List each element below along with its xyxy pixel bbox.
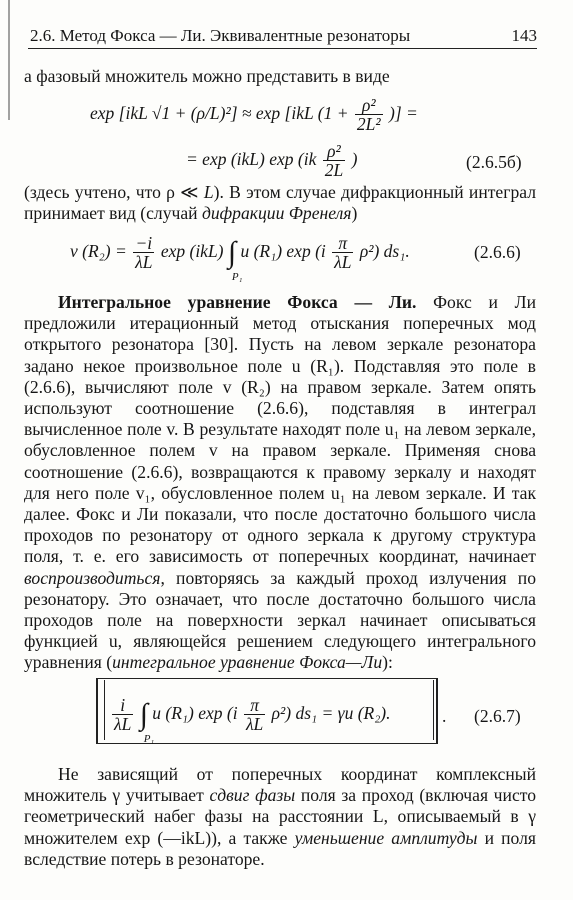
equation-2-6-5b-line-1: exp [ikL √1 + (ρ/L)²] ≈ exp [ikL (1 + $\frac{\text{ρ²}}{\text{2L²}}$ )] = bbox=[90, 95, 418, 135]
fraction: $\frac{\text{ρ²}}{2L}$ bbox=[324, 141, 344, 181]
paragraph-4: Не зависящий от поперечных координат комплексный множитель γ учитывает сдвиг фазы поля за проход (включая чисто геометрический набег фазы на расстоянии L, описываемый в γ множителем exp (—ikL)), а также уменьшение амплитуды и поля вследствие потерь в резонаторе. bbox=[24, 764, 537, 869]
equation-2-6-5b-line-2: = exp (ikL) exp (ik $\frac{\text{ρ²}}{2L}$ ) bbox=[186, 141, 358, 181]
fraction: $\frac{\text{ρ²}}{\text{2L²}}$ bbox=[356, 95, 381, 135]
integral-sign: ∫ P₁ bbox=[139, 697, 155, 745]
paragraph-1: а фазовый множитель можно представить в виде bbox=[24, 66, 390, 86]
fraction: $\frac{-i}{\lambda L}$ bbox=[135, 233, 153, 273]
equation-number-2-6-5b: (2.6.5б) bbox=[466, 152, 522, 172]
integral-sign: ∫ P₁ bbox=[227, 235, 243, 283]
equation-2-6-7: $\frac{i}{\lambda L}$ ∫ P₁ u (R₁) exp (i $\frac{\pi}{\lambda L}$ ρ²) ds₁ = γu (R₂). bbox=[114, 695, 391, 745]
margin-line bbox=[8, 0, 10, 120]
header-rule bbox=[28, 48, 537, 49]
equation-2-6-6: v (R₂) = $\frac{-i}{\lambda L}$ exp (ikL) ∫ P₁ u (R₁) exp (i $\frac{\pi}{\lambda L}$ ρ²) ds₁. bbox=[70, 233, 410, 283]
fraction: $\frac{\pi}{\lambda L}$ bbox=[245, 695, 264, 735]
fraction: $\frac{i}{\lambda L}$ bbox=[114, 695, 132, 735]
running-header bbox=[30, 22, 537, 46]
paragraph-3: Интегральное уравнение Фокса — Ли. Фокс и Ли предложили итерационный метод отыскания поперечных мод открытого резонатора [30]. Пусть на левом зеркале резонатора задано некое произвольное поле u (R₁). Подставляя это поле в (2.6.6), вычисляют поле v (R₂) на правом зеркале. Затем опять используют соотношение (2.6.6), подставляя в интеграл вычисленное поле v. В результате находят поле u₁ на левом зеркале, обусловленное полем v на правом зеркале. Применяя снова соотношение (2.6.6), возвращаются к правому зеркалу и находят для него поле v₁, обусловленное полем u₁ на левом зеркале. И так далее. Фокс и Ли показали, что после достаточно большого числа проходов по резонатору от одного зеркала к другому структура поля, т. е. его зависимость от поперечных координат, начинает воспроизводиться, повторяясь за каждый проход излучения по резонатору. Это означает, что после достаточно большого числа проходов поле на поверхности зеркал начинает описываться функцией u, являющейся решением следующего интегрального уравнения (интегральное уравнение Фокса—Ли): bbox=[24, 292, 536, 673]
equation-number-2-6-6: (2.6.6) bbox=[474, 242, 521, 262]
fraction: $\frac{\pi}{\lambda L}$ bbox=[334, 233, 352, 273]
equation-number-2-6-7: (2.6.7) bbox=[474, 706, 521, 726]
paragraph-2: (здесь учтено, что ρ ≪ L). В этом случае дифракционный интеграл принимает вид (случай дифракции Френеля) bbox=[24, 182, 536, 224]
page-number: 143 bbox=[511, 26, 537, 45]
section-title: 2.6. Метод Фокса — Ли. Эквивалентные резонаторы bbox=[30, 26, 411, 45]
equation-period: . bbox=[442, 706, 447, 726]
